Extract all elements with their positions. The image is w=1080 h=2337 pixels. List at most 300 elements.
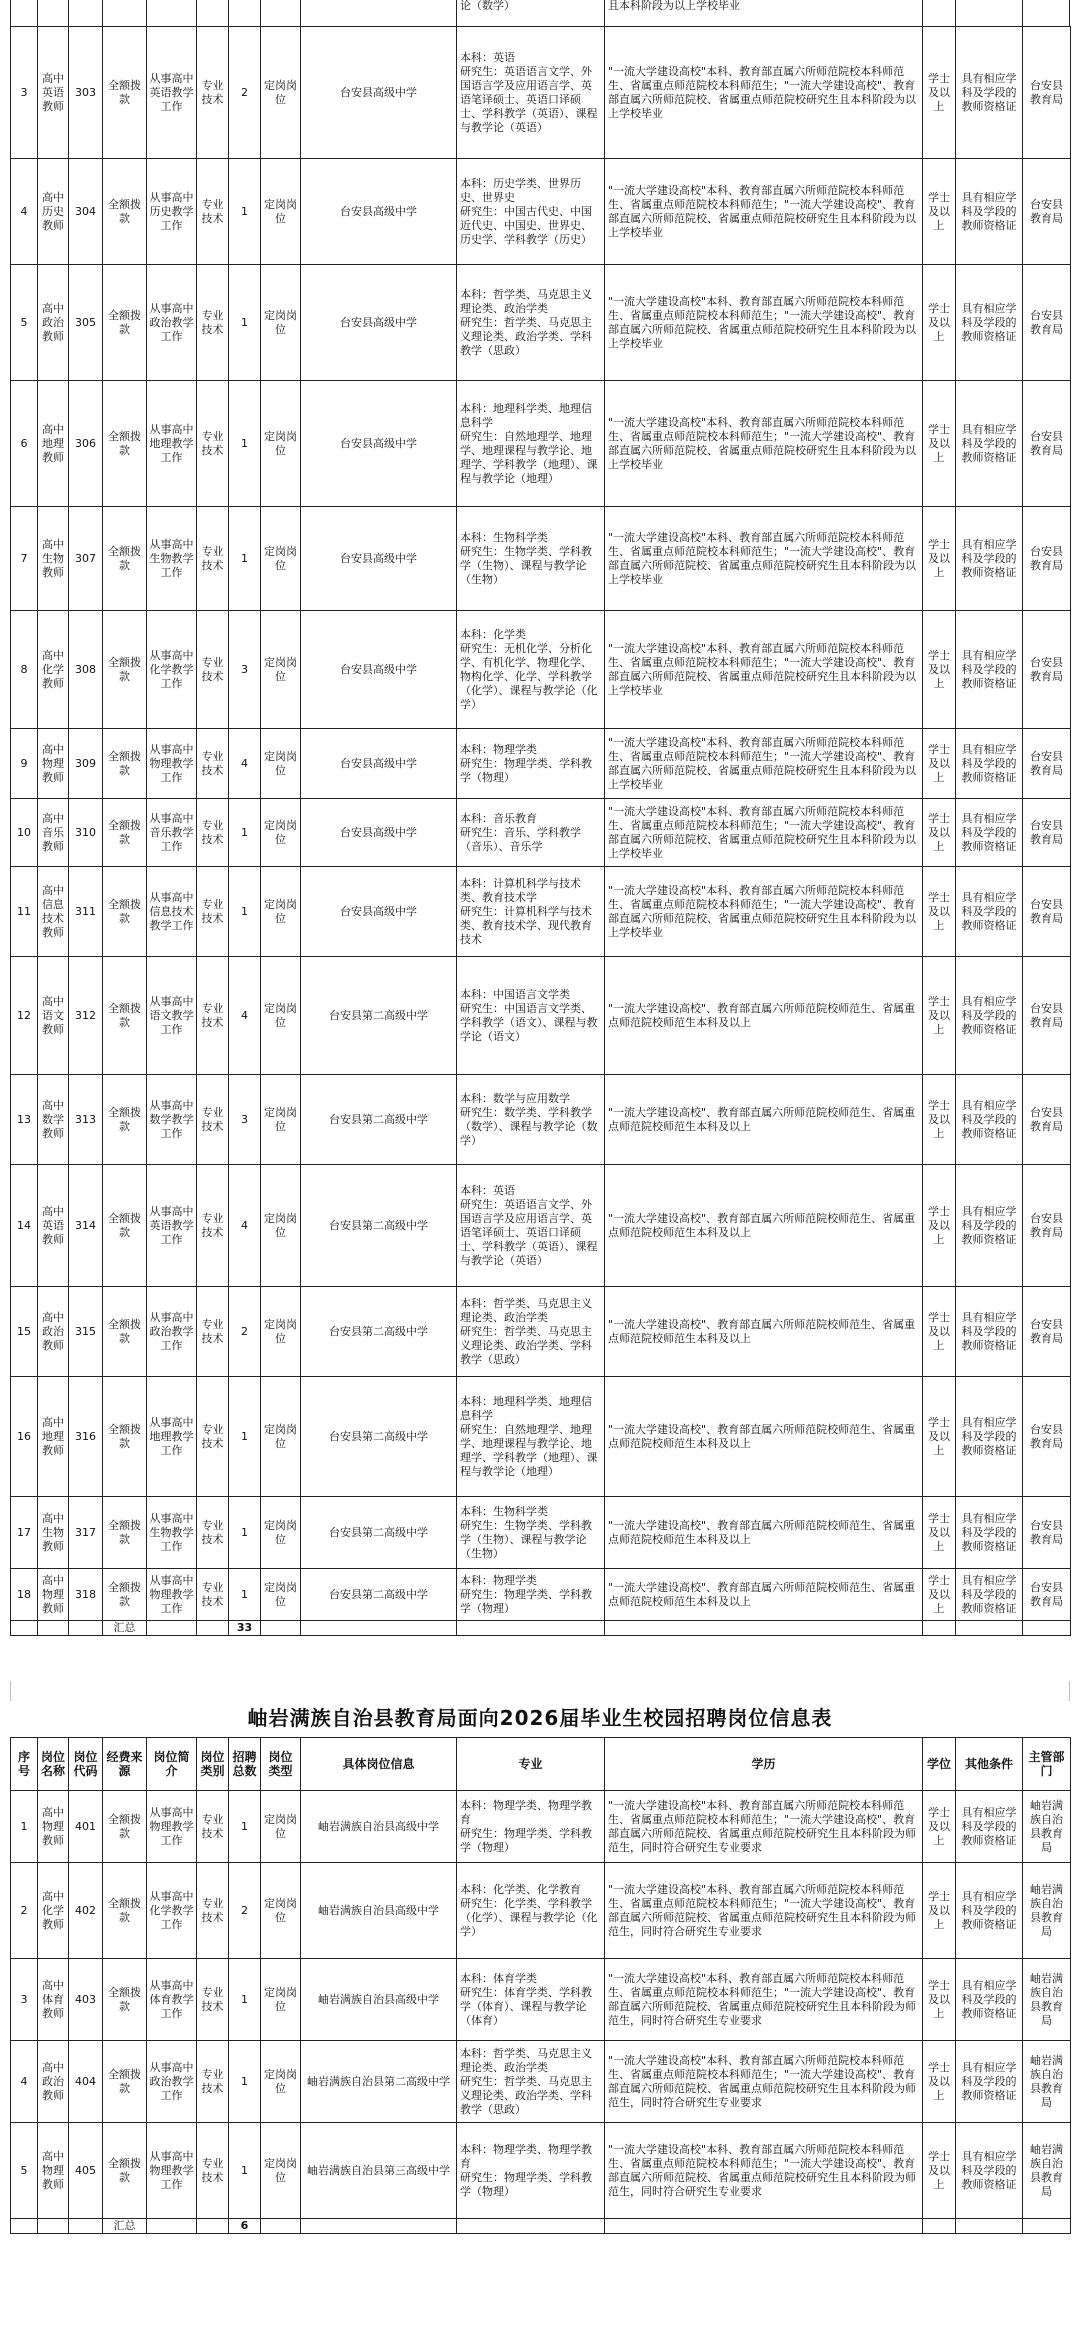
cell-unit: 岫岩满族自治县第二高级中学: [301, 2041, 457, 2123]
table-row: [11, 799, 1071, 867]
total-empty-cell: [923, 2219, 956, 2234]
total-empty-cell: [301, 2219, 457, 2234]
cell-fund: 全额拨款: [103, 1569, 147, 1621]
cell-fund: 全额拨款: [103, 2041, 147, 2123]
cell-name: 高中历史教师: [38, 159, 69, 265]
cell-edu: "一流大学建设高校"、教育部直属六所师范院校师范生、省属重点师范院校师范生本科及以上: [605, 1287, 923, 1377]
cell-code: 306: [69, 381, 103, 507]
cell-type: 定岗岗位: [261, 159, 301, 265]
cell-major: 本科：物理学类 研究生：物理学类、学科教学（物理）: [457, 1569, 605, 1621]
cell-intro: 从事高中物理教学工作: [147, 1791, 197, 1863]
cell-other: 具有相应学科及学段的教师资格证: [956, 1569, 1023, 1621]
cell-type: 定岗岗位: [261, 1569, 301, 1621]
total-empty-cell: [11, 1621, 38, 1636]
cell-fund: 全额拨款: [103, 1377, 147, 1497]
cell-unit: 岫岩满族自治县高级中学: [301, 1959, 457, 2041]
cell-type: 定岗岗位: [261, 2041, 301, 2123]
cell-fund: 全额拨款: [103, 381, 147, 507]
cell-code: 311: [69, 867, 103, 957]
table-row: [11, 2123, 1071, 2219]
cell-major: 本科：英语 研究生：英语语言文学、外国语言学及应用语言学、英语笔译硕士、英语口译硕士、学科教学（英语）、课程与教学论（英语）: [457, 27, 605, 159]
cell-cat: 专业技术: [197, 611, 229, 729]
table-row: [11, 611, 1071, 729]
recruitment-table-taian: [10, 26, 1071, 1636]
header-cat: 岗位类别: [197, 1738, 229, 1791]
cell-fund: 全额拨款: [103, 729, 147, 799]
cell-no: 11: [11, 867, 38, 957]
cell-other: 具有相应学科及学段的教师资格证: [956, 611, 1023, 729]
cell-other: 具有相应学科及学段的教师资格证: [956, 867, 1023, 957]
cell-unit: 台安县高级中学: [301, 265, 457, 381]
cell-dept: 台安县教育局: [1023, 1497, 1071, 1569]
cell-cat: 专业技术: [197, 957, 229, 1075]
cell-dept: 台安县教育局: [1023, 159, 1071, 265]
cell-unit: 台安县高级中学: [301, 381, 457, 507]
cell-unit: 台安县高级中学: [301, 27, 457, 159]
cell-unit: 台安县高级中学: [301, 799, 457, 867]
cell-count: 1: [229, 381, 261, 507]
cell-other: 具有相应学科及学段的教师资格证: [956, 381, 1023, 507]
cell-major: 本科：物理学类、物理学教育 研究生：物理学类、学科教学（物理）: [457, 1791, 605, 1863]
cell-cat: 专业技术: [197, 1497, 229, 1569]
partial-top-row: [10, 0, 1070, 26]
cell-no: 10: [11, 799, 38, 867]
cell-unit: 岫岩满族自治县高级中学: [301, 1863, 457, 1959]
cell-cat: 专业技术: [197, 27, 229, 159]
cell-degree: 学士及以上: [923, 957, 956, 1075]
section2-title: 岫岩满族自治县教育局面向2026届毕业生校园招聘岗位信息表: [247, 1706, 833, 1730]
cell-name: 高中地理教师: [38, 1377, 69, 1497]
cell-type: 定岗岗位: [261, 611, 301, 729]
cell-name: 高中政治教师: [38, 1287, 69, 1377]
cell-fund: 全额拨款: [103, 1497, 147, 1569]
cell-fund: 全额拨款: [103, 867, 147, 957]
cell-count: 1: [229, 799, 261, 867]
cell-edu: "一流大学建设高校"本科、教育部直属六所师范院校本科师范生、省属重点师范院校本科师范生；"一流大学建设高校"、教育部直属六所师范院校、省属重点师范院校研究生且本科阶段为以上学校毕业: [605, 381, 923, 507]
table-row: [11, 159, 1071, 265]
cell-intro: 从事高中生物教学工作: [147, 507, 197, 611]
cell-no: 6: [11, 381, 38, 507]
cell-type: 定岗岗位: [261, 1377, 301, 1497]
cell-intro: 从事高中政治教学工作: [147, 2041, 197, 2123]
table-row: [11, 2041, 1071, 2123]
cell-dept: 岫岩满族自治县教育局: [1023, 2041, 1071, 2123]
cell-cat: 专业技术: [197, 1959, 229, 2041]
cell-count: 1: [229, 507, 261, 611]
header-intro: 岗位简介: [147, 1738, 197, 1791]
cell-type: 定岗岗位: [261, 1959, 301, 2041]
cell-unit: 台安县高级中学: [301, 507, 457, 611]
cell-other: 具有相应学科及学段的教师资格证: [956, 1791, 1023, 1863]
cell-degree: 学士及以上: [923, 1863, 956, 1959]
table-row: [11, 1959, 1071, 2041]
cell-degree: 学士及以上: [923, 799, 956, 867]
cell-name: 高中物理教师: [38, 2123, 69, 2219]
table-gap: [10, 1681, 1070, 1701]
cell-degree: 学士及以上: [923, 611, 956, 729]
cell-major: 本科：物理学类 研究生：物理学类、学科教学（物理）: [457, 729, 605, 799]
cell-no: 5: [11, 265, 38, 381]
cell-intro: 从事高中物理教学工作: [147, 2123, 197, 2219]
cell-name: 高中英语教师: [38, 1165, 69, 1287]
cell-name: 高中语文教师: [38, 957, 69, 1075]
cell-code: 303: [69, 27, 103, 159]
cell-dept: 台安县教育局: [1023, 611, 1071, 729]
table-row: [11, 27, 1071, 159]
header-degree: 学位: [923, 1738, 956, 1791]
cell-other: 具有相应学科及学段的教师资格证: [956, 507, 1023, 611]
cell-code: 310: [69, 799, 103, 867]
cell-name: 高中政治教师: [38, 2041, 69, 2123]
header-code: 岗位代码: [69, 1738, 103, 1791]
cell-fund: 全额拨款: [103, 611, 147, 729]
cell-other: 具有相应学科及学段的教师资格证: [956, 1287, 1023, 1377]
cell-edu: "一流大学建设高校"、教育部直属六所师范院校师范生、省属重点师范院校师范生本科及以上: [605, 1165, 923, 1287]
total-empty-cell: [457, 2219, 605, 2234]
cell-name: 高中物理教师: [38, 1791, 69, 1863]
table-row: [11, 957, 1071, 1075]
cell-major: 本科：化学类、化学教育 研究生：化学类、学科教学（化学）、课程与教学论（化学）: [457, 1863, 605, 1959]
cell-no: 13: [11, 1075, 38, 1165]
cell-count: 2: [229, 1287, 261, 1377]
cell-degree: 学士及以上: [923, 381, 956, 507]
cell-code: 315: [69, 1287, 103, 1377]
cell-type: 定岗岗位: [261, 1075, 301, 1165]
cell-other: 具有相应学科及学段的教师资格证: [956, 265, 1023, 381]
total-empty-cell: [1023, 1621, 1071, 1636]
cell-major: 本科：计算机科学与技术类、教育技术学 研究生：计算机科学与技术类、教育技术学、现代教育技术: [457, 867, 605, 957]
table-row: [11, 729, 1071, 799]
total-empty-cell: [956, 1621, 1023, 1636]
cell-intro: 从事高中政治教学工作: [147, 1287, 197, 1377]
cell-edu: "一流大学建设高校"本科、教育部直属六所师范院校本科师范生、省属重点师范院校本科师范生；"一流大学建设高校"、教育部直属六所师范院校、省属重点师范院校研究生且本科阶段为以上学校毕业: [605, 729, 923, 799]
cell-degree: 学士及以上: [923, 159, 956, 265]
cell-intro: 从事高中英语教学工作: [147, 1165, 197, 1287]
total-empty-cell: [197, 2219, 229, 2234]
cell-other: 具有相应学科及学段的教师资格证: [956, 2123, 1023, 2219]
cell-unit: 台安县第二高级中学: [301, 1287, 457, 1377]
table-row: [11, 265, 1071, 381]
header-type: 岗位类型: [261, 1738, 301, 1791]
cell-dept: 台安县教育局: [1023, 1165, 1071, 1287]
total-empty-cell: [11, 2219, 38, 2234]
cell-other: 具有相应学科及学段的教师资格证: [956, 799, 1023, 867]
cell-code: 309: [69, 729, 103, 799]
cell-unit: 台安县第二高级中学: [301, 957, 457, 1075]
cell-fund: 全额拨款: [103, 2123, 147, 2219]
cell-cat: 专业技术: [197, 1287, 229, 1377]
cell-intro: 从事高中地理教学工作: [147, 381, 197, 507]
cell-dept: 台安县教育局: [1023, 1377, 1071, 1497]
cell-fund: 全额拨款: [103, 957, 147, 1075]
cell-no: 9: [11, 729, 38, 799]
cell-type: 定岗岗位: [261, 1791, 301, 1863]
header-count: 招聘总数: [229, 1738, 261, 1791]
cell-edu: "一流大学建设高校"本科、教育部直属六所师范院校本科师范生、省属重点师范院校本科师范生；"一流大学建设高校"、教育部直属六所师范院校、省属重点师范院校研究生且本科阶段为师范生，同时符合研究生专业要求: [605, 1863, 923, 1959]
total-label: 汇总: [103, 2219, 147, 2234]
cell-no: 2: [11, 1863, 38, 1959]
header-no: 序号: [11, 1738, 38, 1791]
cell-major: 本科：生物科学类 研究生：生物学类、学科教学（生物）、课程与教学论（生物）: [457, 507, 605, 611]
cell-degree: 学士及以上: [923, 1497, 956, 1569]
header-major: 专业: [457, 1738, 605, 1791]
cell-unit: 台安县第二高级中学: [301, 1377, 457, 1497]
cell-degree: 学士及以上: [923, 507, 956, 611]
cell-edu: "一流大学建设高校"本科、教育部直属六所师范院校本科师范生、省属重点师范院校本科师范生；"一流大学建设高校"、教育部直属六所师范院校、省属重点师范院校研究生且本科阶段为师范生，同时符合研究生专业要求: [605, 2041, 923, 2123]
cell-code: 313: [69, 1075, 103, 1165]
cell-edu: "一流大学建设高校"、教育部直属六所师范院校师范生、省属重点师范院校师范生本科及以上: [605, 1075, 923, 1165]
cell-intro: 从事高中语文教学工作: [147, 957, 197, 1075]
partial-major-text: 论（数学）: [460, 0, 515, 12]
cell-name: 高中物理教师: [38, 1569, 69, 1621]
cell-major: 本科：英语 研究生：英语语言文学、外国语言学及应用语言学、英语笔译硕士、英语口译硕士、学科教学（英语）、课程与教学论（英语）: [457, 1165, 605, 1287]
cell-major: 本科：地理科学类、地理信息科学 研究生：自然地理学、地理学、地理课程与教学论、地理学、学科教学（地理）、课程与教学论（地理）: [457, 1377, 605, 1497]
cell-name: 高中地理教师: [38, 381, 69, 507]
total-empty-cell: [69, 1621, 103, 1636]
cell-unit: 台安县高级中学: [301, 611, 457, 729]
cell-no: 12: [11, 957, 38, 1075]
cell-fund: 全额拨款: [103, 1863, 147, 1959]
total-empty-cell: [38, 2219, 69, 2234]
cell-intro: 从事高中生物教学工作: [147, 1497, 197, 1569]
cell-dept: 台安县教育局: [1023, 799, 1071, 867]
cell-unit: 台安县第二高级中学: [301, 1497, 457, 1569]
cell-dept: 台安县教育局: [1023, 381, 1071, 507]
cell-cat: 专业技术: [197, 1791, 229, 1863]
cell-name: 高中物理教师: [38, 729, 69, 799]
cell-cat: 专业技术: [197, 381, 229, 507]
total-empty-cell: [147, 1621, 197, 1636]
cell-other: 具有相应学科及学段的教师资格证: [956, 1959, 1023, 2041]
cell-degree: 学士及以上: [923, 729, 956, 799]
cell-edu: "一流大学建设高校"本科、教育部直属六所师范院校本科师范生、省属重点师范院校本科师范生；"一流大学建设高校"、教育部直属六所师范院校、省属重点师范院校研究生且本科阶段为以上学校毕业: [605, 265, 923, 381]
cell-other: 具有相应学科及学段的教师资格证: [956, 729, 1023, 799]
cell-other: 具有相应学科及学段的教师资格证: [956, 159, 1023, 265]
cell-cat: 专业技术: [197, 265, 229, 381]
cell-unit: 台安县高级中学: [301, 159, 457, 265]
cell-count: 2: [229, 27, 261, 159]
cell-code: 307: [69, 507, 103, 611]
cell-intro: 从事高中地理教学工作: [147, 1377, 197, 1497]
cell-dept: 台安县教育局: [1023, 1075, 1071, 1165]
cell-count: 1: [229, 1377, 261, 1497]
cell-count: 3: [229, 611, 261, 729]
cell-count: 1: [229, 2123, 261, 2219]
table-row: [11, 1569, 1071, 1621]
cell-edu: "一流大学建设高校"本科、教育部直属六所师范院校本科师范生、省属重点师范院校本科师范生；"一流大学建设高校"、教育部直属六所师范院校、省属重点师范院校研究生且本科阶段为以上学校毕业: [605, 27, 923, 159]
cell-edu: "一流大学建设高校"本科、教育部直属六所师范院校本科师范生、省属重点师范院校本科师范生；"一流大学建设高校"、教育部直属六所师范院校、省属重点师范院校研究生且本科阶段为以上学校毕业: [605, 611, 923, 729]
cell-cat: 专业技术: [197, 2041, 229, 2123]
cell-major: 本科：历史学类、世界历史、世界史 研究生：中国古代史、中国近代史、中国史、世界史、历史学、学科教学（历史）: [457, 159, 605, 265]
cell-count: 1: [229, 1569, 261, 1621]
cell-major: 本科：哲学类、马克思主义理论类、政治学类 研究生：哲学类、马克思主义理论类、政治学类、学科教学（思政）: [457, 2041, 605, 2123]
cell-edu: "一流大学建设高校"本科、教育部直属六所师范院校本科师范生、省属重点师范院校本科师范生；"一流大学建设高校"、教育部直属六所师范院校、省属重点师范院校研究生且本科阶段为以上学校毕业: [605, 867, 923, 957]
cell-count: 1: [229, 1791, 261, 1863]
cell-fund: 全额拨款: [103, 159, 147, 265]
cell-unit: 台安县高级中学: [301, 729, 457, 799]
cell-name: 高中信息技术教师: [38, 867, 69, 957]
cell-code: 314: [69, 1165, 103, 1287]
cell-count: 1: [229, 1497, 261, 1569]
cell-cat: 专业技术: [197, 2123, 229, 2219]
cell-edu: "一流大学建设高校"、教育部直属六所师范院校师范生、省属重点师范院校师范生本科及以上: [605, 1569, 923, 1621]
cell-intro: 从事高中英语教学工作: [147, 27, 197, 159]
cell-intro: 从事高中化学教学工作: [147, 1863, 197, 1959]
cell-other: 具有相应学科及学段的教师资格证: [956, 27, 1023, 159]
table-row: [11, 1165, 1071, 1287]
cell-name: 高中体育教师: [38, 1959, 69, 2041]
cell-cat: 专业技术: [197, 1863, 229, 1959]
cell-degree: 学士及以上: [923, 2041, 956, 2123]
table-header-row: [11, 1738, 1071, 1791]
cell-code: 317: [69, 1497, 103, 1569]
table-row: [11, 1791, 1071, 1863]
cell-type: 定岗岗位: [261, 867, 301, 957]
cell-type: 定岗岗位: [261, 1287, 301, 1377]
cell-intro: 从事高中体育教学工作: [147, 1959, 197, 2041]
cell-major: 本科：体育学类 研究生：体育学类、学科教学（体育）、课程与教学论（体育）: [457, 1959, 605, 2041]
cell-no: 7: [11, 507, 38, 611]
cell-edu: "一流大学建设高校"本科、教育部直属六所师范院校本科师范生、省属重点师范院校本科师范生；"一流大学建设高校"、教育部直属六所师范院校、省属重点师范院校研究生且本科阶段为以上学校毕业: [605, 507, 923, 611]
cell-intro: 从事高中数学教学工作: [147, 1075, 197, 1165]
total-empty-cell: [605, 2219, 923, 2234]
total-empty-cell: [147, 2219, 197, 2234]
cell-code: 305: [69, 265, 103, 381]
table-row: [11, 1075, 1071, 1165]
cell-edu: "一流大学建设高校"本科、教育部直属六所师范院校本科师范生、省属重点师范院校本科师范生；"一流大学建设高校"、教育部直属六所师范院校、省属重点师范院校研究生且本科阶段为师范生，同时符合研究生专业要求: [605, 1791, 923, 1863]
cell-cat: 专业技术: [197, 1569, 229, 1621]
cell-intro: 从事高中物理教学工作: [147, 1569, 197, 1621]
header-edu: 学历: [605, 1738, 923, 1791]
cell-type: 定岗岗位: [261, 2123, 301, 2219]
cell-name: 高中音乐教师: [38, 799, 69, 867]
cell-intro: 从事高中物理教学工作: [147, 729, 197, 799]
cell-edu: "一流大学建设高校"本科、教育部直属六所师范院校本科师范生、省属重点师范院校本科师范生；"一流大学建设高校"、教育部直属六所师范院校、省属重点师范院校研究生且本科阶段为以上学校毕业: [605, 159, 923, 265]
cell-major: 本科：哲学类、马克思主义理论类、政治学类 研究生：哲学类、马克思主义理论类、政治学类、学科教学（思政）: [457, 1287, 605, 1377]
cell-name: 高中化学教师: [38, 1863, 69, 1959]
cell-type: 定岗岗位: [261, 1165, 301, 1287]
cell-count: 3: [229, 1075, 261, 1165]
cell-count: 1: [229, 2041, 261, 2123]
cell-no: 5: [11, 2123, 38, 2219]
cell-code: 405: [69, 2123, 103, 2219]
cell-code: 316: [69, 1377, 103, 1497]
cell-unit: 台安县第二高级中学: [301, 1569, 457, 1621]
cell-code: 402: [69, 1863, 103, 1959]
cell-type: 定岗岗位: [261, 265, 301, 381]
cell-dept: 岫岩满族自治县教育局: [1023, 2123, 1071, 2219]
cell-degree: 学士及以上: [923, 1075, 956, 1165]
header-unit: 具体岗位信息: [301, 1738, 457, 1791]
cell-count: 1: [229, 159, 261, 265]
cell-other: 具有相应学科及学段的教师资格证: [956, 957, 1023, 1075]
total-empty-cell: [1023, 2219, 1071, 2234]
total-empty-cell: [197, 1621, 229, 1636]
cell-no: 15: [11, 1287, 38, 1377]
cell-no: 3: [11, 1959, 38, 2041]
cell-count: 4: [229, 1165, 261, 1287]
cell-dept: 台安县教育局: [1023, 867, 1071, 957]
cell-major: 本科：物理学类、物理学教育 研究生：物理学类、学科教学（物理）: [457, 2123, 605, 2219]
cell-major: 本科：中国语言文学类 研究生：中国语言文学类、学科教学（语文）、课程与教学论（语文）: [457, 957, 605, 1075]
cell-count: 1: [229, 265, 261, 381]
cell-count: 1: [229, 867, 261, 957]
cell-cat: 专业技术: [197, 867, 229, 957]
header-dept: 主管部门: [1023, 1738, 1071, 1791]
cell-degree: 学士及以上: [923, 1791, 956, 1863]
cell-other: 具有相应学科及学段的教师资格证: [956, 2041, 1023, 2123]
table-row: [11, 507, 1071, 611]
cell-no: 8: [11, 611, 38, 729]
cell-dept: 岫岩满族自治县教育局: [1023, 1791, 1071, 1863]
partial-edu-text: 且本科阶段为以上学校毕业: [608, 0, 740, 12]
cell-dept: 岫岩满族自治县教育局: [1023, 1863, 1071, 1959]
cell-name: 高中生物教师: [38, 1497, 69, 1569]
total-count: 33: [229, 1621, 261, 1636]
cell-major: 本科：音乐教育 研究生：音乐、学科教学（音乐）、音乐学: [457, 799, 605, 867]
cell-major: 本科：地理科学类、地理信息科学 研究生：自然地理学、地理学、地理课程与教学论、地理学、学科教学（地理）、课程与教学论（地理）: [457, 381, 605, 507]
cell-dept: 岫岩满族自治县教育局: [1023, 1959, 1071, 2041]
cell-fund: 全额拨款: [103, 799, 147, 867]
cell-unit: 岫岩满族自治县高级中学: [301, 1791, 457, 1863]
cell-major: 本科：哲学类、马克思主义理论类、政治学类 研究生：哲学类、马克思主义理论类、政治学类、学科教学（思政）: [457, 265, 605, 381]
cell-type: 定岗岗位: [261, 27, 301, 159]
cell-unit: 台安县第二高级中学: [301, 1165, 457, 1287]
cell-cat: 专业技术: [197, 159, 229, 265]
cell-unit: 台安县高级中学: [301, 867, 457, 957]
total-row: [11, 1621, 1071, 1636]
cell-count: 2: [229, 1863, 261, 1959]
cell-code: 318: [69, 1569, 103, 1621]
cell-cat: 专业技术: [197, 507, 229, 611]
total-empty-cell: [923, 1621, 956, 1636]
table-row: [11, 381, 1071, 507]
cell-fund: 全额拨款: [103, 507, 147, 611]
header-other: 其他条件: [956, 1738, 1023, 1791]
table-row: [11, 1287, 1071, 1377]
cell-fund: 全额拨款: [103, 1959, 147, 2041]
table-row: [11, 1863, 1071, 1959]
cell-type: 定岗岗位: [261, 381, 301, 507]
cell-intro: 从事高中信息技术教学工作: [147, 867, 197, 957]
table-row: [11, 867, 1071, 957]
cell-dept: 台安县教育局: [1023, 1287, 1071, 1377]
total-empty-cell: [301, 1621, 457, 1636]
cell-name: 高中化学教师: [38, 611, 69, 729]
cell-fund: 全额拨款: [103, 1287, 147, 1377]
cell-edu: "一流大学建设高校"、教育部直属六所师范院校师范生、省属重点师范院校师范生本科及以上: [605, 1377, 923, 1497]
cell-edu: "一流大学建设高校"本科、教育部直属六所师范院校本科师范生、省属重点师范院校本科师范生；"一流大学建设高校"、教育部直属六所师范院校、省属重点师范院校研究生且本科阶段为师范生，同时符合研究生专业要求: [605, 2123, 923, 2219]
total-empty-cell: [38, 1621, 69, 1636]
cell-fund: 全额拨款: [103, 1791, 147, 1863]
cell-type: 定岗岗位: [261, 1497, 301, 1569]
cell-other: 具有相应学科及学段的教师资格证: [956, 1377, 1023, 1497]
table-row: [11, 1497, 1071, 1569]
cell-degree: 学士及以上: [923, 1377, 956, 1497]
cell-intro: 从事高中音乐教学工作: [147, 799, 197, 867]
cell-count: 4: [229, 957, 261, 1075]
cell-type: 定岗岗位: [261, 799, 301, 867]
cell-name: 高中数学教师: [38, 1075, 69, 1165]
cell-no: 14: [11, 1165, 38, 1287]
cell-edu: "一流大学建设高校"、教育部直属六所师范院校师范生、省属重点师范院校师范生本科及以上: [605, 957, 923, 1075]
cell-type: 定岗岗位: [261, 957, 301, 1075]
total-label: 汇总: [103, 1621, 147, 1636]
cell-degree: 学士及以上: [923, 1959, 956, 2041]
cell-code: 312: [69, 957, 103, 1075]
cell-name: 高中生物教师: [38, 507, 69, 611]
total-empty-cell: [605, 1621, 923, 1636]
